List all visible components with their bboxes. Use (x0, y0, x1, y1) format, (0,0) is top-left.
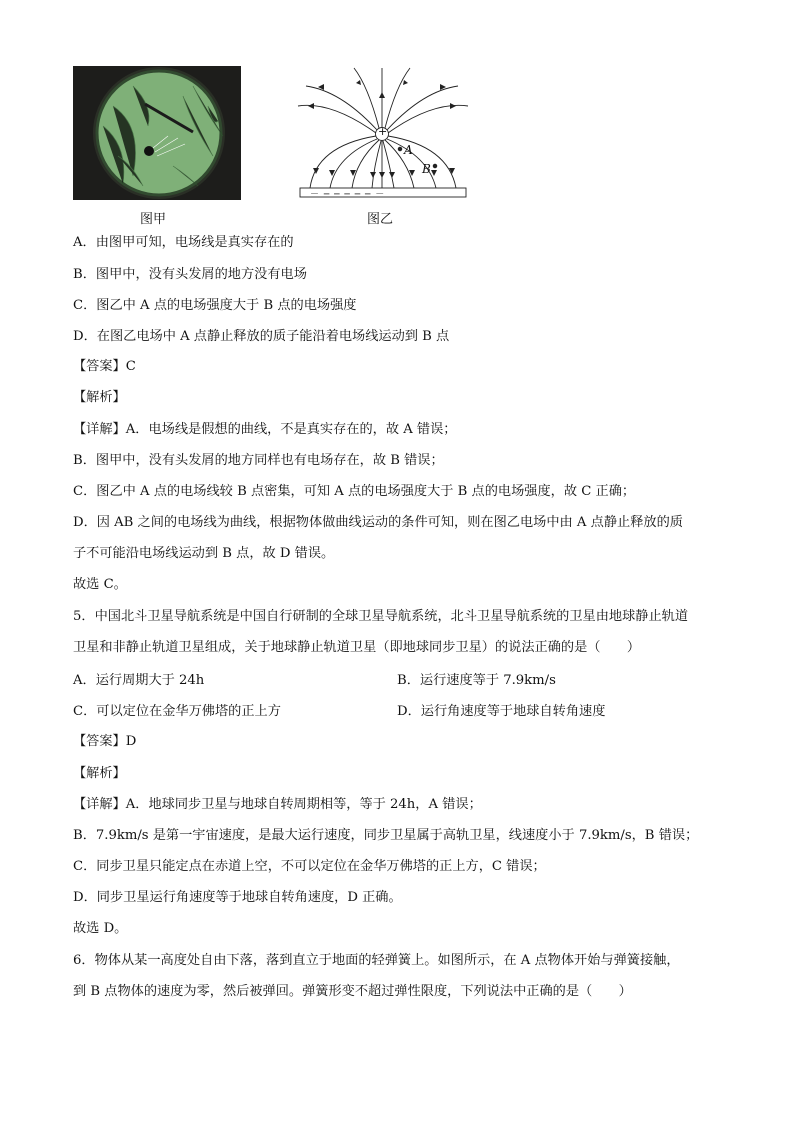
q5-conclusion: 故选 D。 (73, 921, 128, 936)
q5-stem-line: 5．中国北斗卫星导航系统是中国自行研制的全球卫星导航系统，北斗卫星导航系统的卫星由地球静止轨道 (73, 609, 689, 624)
q5-explain-line: B．7.9km/s 是第一宇宙速度，是最大运行速度，同步卫星属于高轨卫星，线速度小于 7.9km/s，B 错误； (73, 828, 699, 843)
q5-explain-line: C．同步卫星只能定点在赤道上空，不可以定位在金华万佛塔的正上方，C 错误； (73, 859, 546, 874)
q4-answer: 【答案】C (73, 359, 136, 374)
q6-stem-line: 6．物体从某一高度处自由下落，落到直立于地面的轻弹簧上。如图所示，在 A 点物体开始与弹簧接触， (73, 953, 680, 968)
q4-explain-line: C．图乙中 A 点的电场线较 B 点密集，可知 A 点的电场强度大于 B 点的电场强度，故 C 正确； (73, 484, 636, 499)
q5-analysis-tag: 【解析】 (73, 766, 126, 781)
plate-minus-signs: － ─ ─ ─ ─ ─ － (310, 190, 386, 200)
q4-explain-line: D．因 AB 之间的电场线为曲线，根据物体做曲线运动的条件可知，则在图乙电场中由 A 点静止释放的质 (73, 515, 683, 530)
point-b-label: B (422, 162, 431, 176)
q4-option-d: D．在图乙电场中 A 点静止释放的质子能沿着电场线运动到 B 点 (73, 329, 450, 344)
q4-explain-line: 【详解】A．电场线是假想的曲线，不是真实存在的，故 A 错误； (73, 422, 457, 437)
q5-explain-line: D．同步卫星运行角速度等于地球自转角速度，D 正确。 (73, 890, 402, 905)
q4-explain-line: 子不可能沿电场线运动到 B 点，故 D 错误。 (73, 546, 335, 561)
figure-jia-caption: 图甲 (140, 212, 167, 227)
q4-option-a: A．由图甲可知，电场线是真实存在的 (73, 235, 294, 250)
figure-yi-caption: 图乙 (367, 212, 394, 227)
q5-option-c: C．可以定位在金华万佛塔的正上方 (73, 704, 281, 719)
q6-stem-line: 到 B 点物体的速度为零，然后被弹回。弹簧形变不超过弹性限度，下列说法中正确的是（ ） (73, 984, 632, 999)
q5-stem-line: 卫星和非静止轨道卫星组成，关于地球静止轨道卫星（即地球同步卫星）的说法正确的是（ ） (73, 640, 641, 655)
q4-explain-line: B．图甲中，没有头发屑的地方同样也有电场存在，故 B 错误； (73, 453, 444, 468)
figure-yi-diagram (296, 66, 470, 202)
figure-jia-photo (73, 66, 241, 200)
q4-analysis-tag: 【解析】 (73, 390, 126, 405)
q5-explain-line: 【详解】A．地球同步卫星与地球自转周期相等，等于 24h，A 错误； (73, 797, 482, 812)
point-a-label: A (404, 143, 413, 157)
q4-option-b: B．图甲中，没有头发屑的地方没有电场 (73, 267, 307, 282)
q5-option-b: B．运行速度等于 7.9km/s (397, 673, 556, 688)
q5-answer: 【答案】D (73, 734, 137, 749)
positive-charge-label: + (378, 125, 388, 138)
q4-option-c: C．图乙中 A 点的电场强度大于 B 点的电场强度 (73, 298, 357, 313)
q5-option-d: D．运行角速度等于地球自转角速度 (397, 704, 606, 719)
q4-conclusion: 故选 C。 (73, 577, 127, 592)
q5-option-a: A．运行周期大于 24h (73, 673, 205, 688)
